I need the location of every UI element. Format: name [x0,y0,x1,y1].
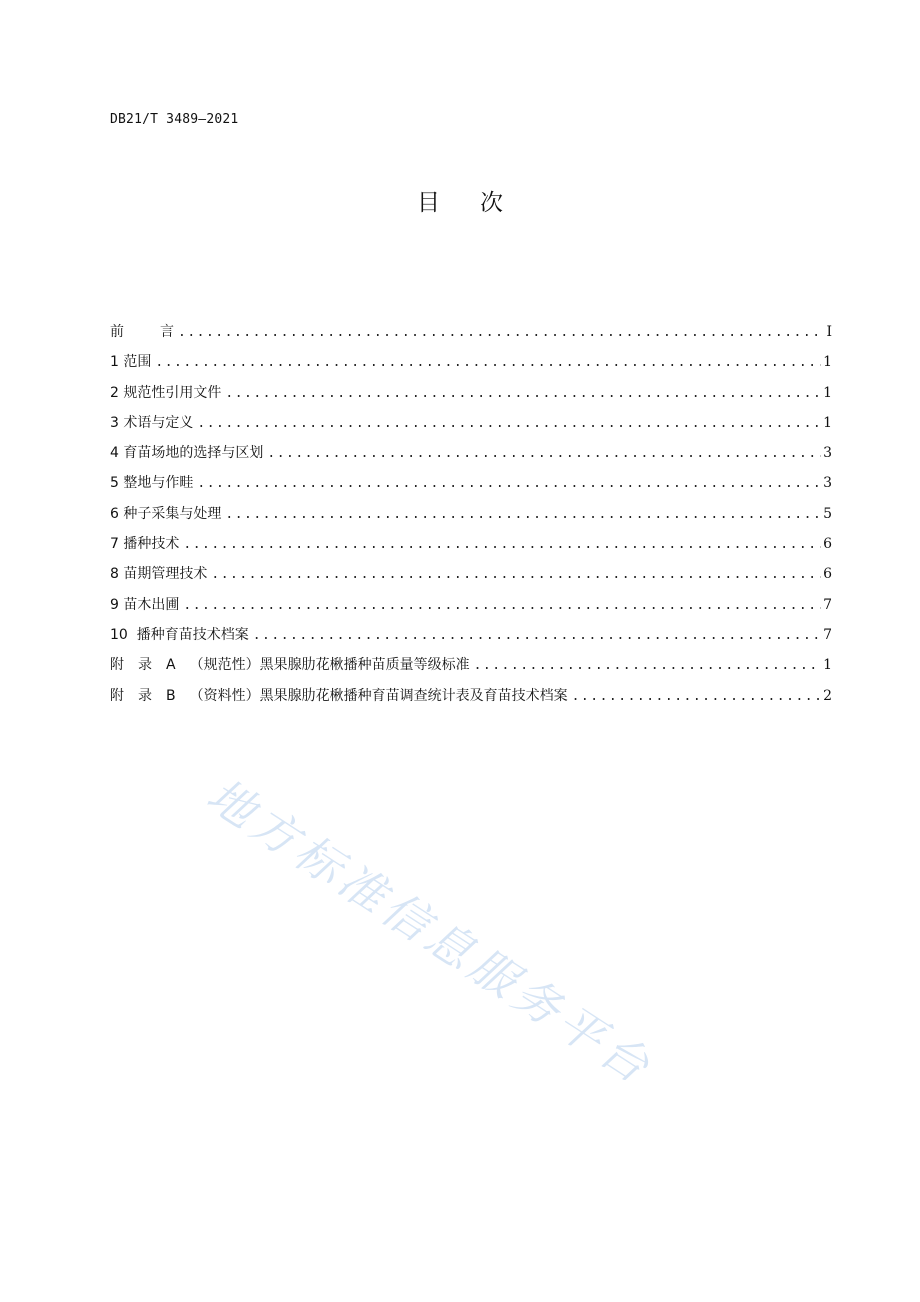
toc-entry-label: 3 术语与定义 [110,414,194,431]
toc-page-number: 6 [823,566,832,583]
page-title [0,184,920,217]
toc-page-number: I [826,324,832,340]
toc-page-number: 1 [823,354,832,371]
toc-entry-label: 7 播种技术 [110,536,180,553]
toc-page-number: 6 [823,536,832,553]
toc-leader-dots [183,533,821,557]
toc-entry-8[interactable] [110,562,832,592]
toc-entry-label: 附 录 A （规范性）黑果腺肋花楸播种苗质量等级标准 [110,657,470,674]
toc-entry-label: 附 录 B （资料性）黑果腺肋花楸播种育苗调查统计表及育苗技术档案 [110,687,568,704]
page-title-right: 次 [480,190,543,216]
toc-page-number: 3 [823,445,832,462]
toc-entry-foreword[interactable] [110,320,832,350]
toc-entry-6[interactable] [110,502,832,532]
toc-entry-label: 2 规范性引用文件 [110,384,222,401]
toc-page-number: 2 [823,687,832,704]
toc-entry-label: 5 整地与作畦 [110,475,194,492]
toc-leader-dots [225,503,821,527]
toc-entry-2[interactable] [110,381,832,411]
toc-entry-3[interactable] [110,411,832,441]
toc-entry-label: 1 范围 [110,354,152,371]
toc-leader-dots [183,594,821,618]
toc-entry-label: 4 育苗场地的选择与区划 [110,445,264,462]
toc-entry-label: 10 播种育苗技术档案 [110,626,249,643]
toc-leader-dots [178,321,824,345]
toc-entry-1[interactable] [110,350,832,380]
toc-page-number: 7 [823,626,832,643]
table-of-contents [110,320,832,714]
toc-page-number: 5 [823,505,832,522]
toc-leader-dots [197,412,821,436]
toc-leader-dots [253,624,821,648]
toc-entry-appendix-a[interactable] [110,653,832,683]
toc-entry-9[interactable] [110,593,832,623]
toc-leader-dots [225,382,821,406]
toc-entry-label: 6 种子采集与处理 [110,505,222,522]
toc-entry-5[interactable] [110,471,832,501]
toc-entry-4[interactable] [110,441,832,471]
watermark-text: 地方标准信息服务平台 [197,767,664,1097]
toc-entry-10[interactable] [110,623,832,653]
toc-leader-dots [211,563,821,587]
toc-leader-dots [474,654,822,678]
toc-page-number: 1 [823,414,832,431]
document-code: DB21/T 3489—2021 [110,112,239,127]
toc-entry-7[interactable] [110,532,832,562]
toc-page-number: 1 [823,384,832,401]
toc-leader-dots [572,685,821,709]
toc-page-number: 1 [823,657,832,674]
toc-entry-appendix-b[interactable] [110,684,832,714]
toc-leader-dots [197,472,821,496]
toc-page-number: 7 [823,596,832,613]
toc-leader-dots [267,442,821,466]
page-title-left: 目 [417,190,480,216]
toc-leader-dots [155,351,821,375]
toc-entry-label: 9 苗木出圃 [110,596,180,613]
toc-page-number: 3 [823,475,832,492]
toc-entry-label: 前 言 [110,324,174,340]
toc-entry-label: 8 苗期管理技术 [110,566,208,583]
